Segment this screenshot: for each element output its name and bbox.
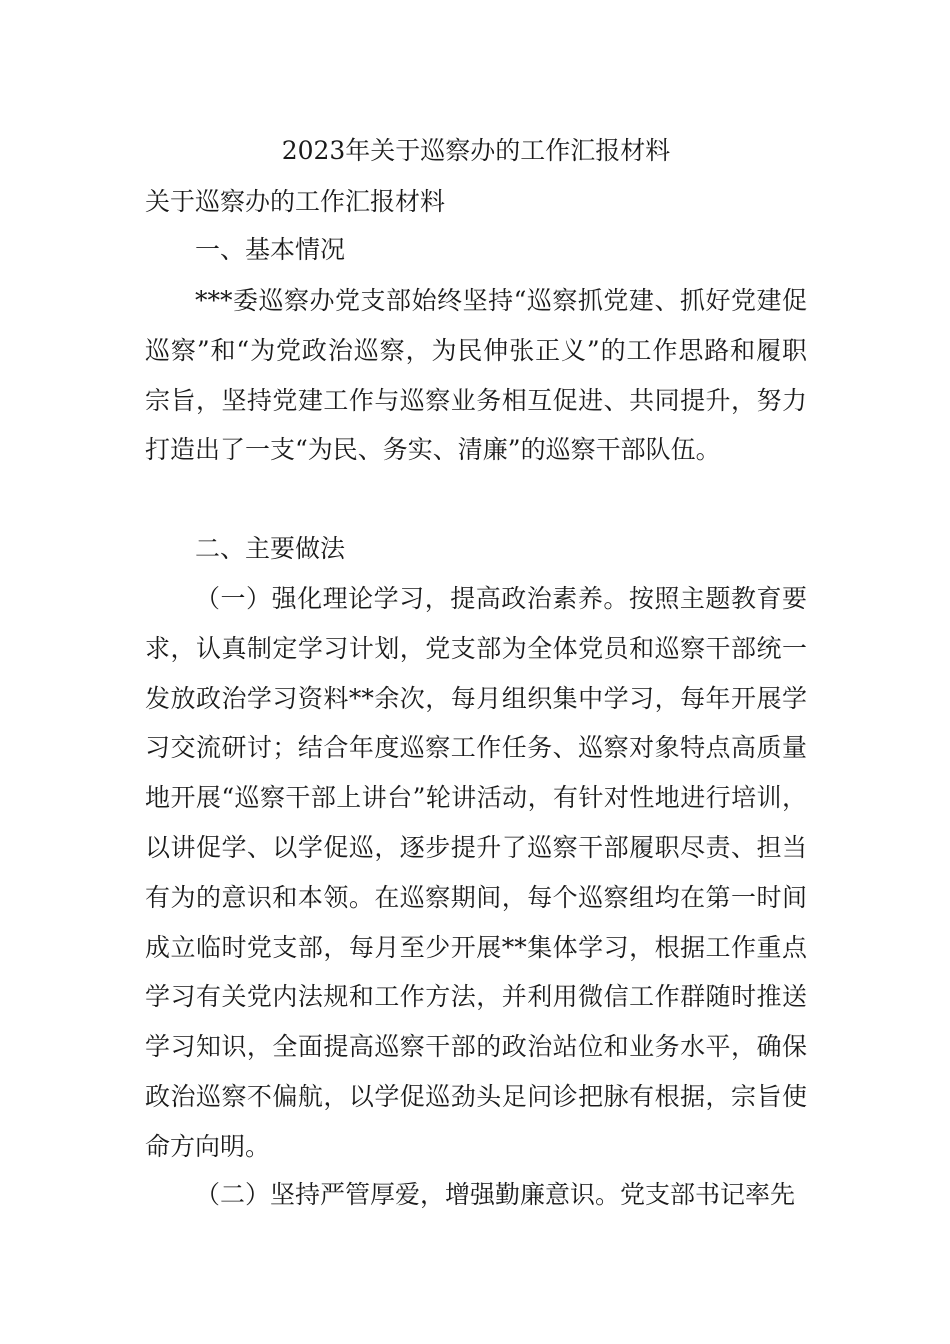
paragraph-theory-study: （一）强化理论学习，提高政治素养。按照主题教育要求，认真制定学习计划，党支部为全体党员和巡察干部统一发放政治学习资料**余次，每月组织集中学习，每年开展学习交流研讨；结合年度巡察工作任务、巡察对象特点高质量地开展“巡察干部上讲台”轮讲活动，有针对性地进行培训，以讲促学、以学促巡，逐步提升了巡察干部履职尽责、担当有为的意识和本领。在巡察期间，每个巡察组均在第一时间成立临时党支部，每月至少开展**集体学习，根据工作重点学习有关党内法规和工作方法，并利用微信工作群随时推送学习知识，全面提高巡察干部的政治站位和业务水平，确保政治巡察不偏航，以学促巡劲头足问诊把脉有根据，宗旨使命方向明。 (145, 584, 807, 1161)
paragraph-basic-situation: ***委巡察办党支部始终坚持“巡察抓党建、抓好党建促巡察”和“为党政治巡察，为民伸张正义”的工作思路和履职宗旨，坚持党建工作与巡察业务相互促进、共同提升，努力打造出了一支“为民、务实、清廉”的巡察干部队伍。 (145, 286, 807, 465)
paragraph-strict-management: （二）坚持严管厚爱，增强勤廉意识。党支部书记率先 (195, 1180, 796, 1209)
document-title: 2023年关于巡察办的工作汇报材料 (281, 136, 671, 165)
section-heading-basic-situation: 一、基本情况 (195, 235, 346, 264)
section-heading-main-practices: 二、主要做法 (195, 534, 346, 563)
document-subtitle: 关于巡察办的工作汇报材料 (145, 187, 446, 216)
